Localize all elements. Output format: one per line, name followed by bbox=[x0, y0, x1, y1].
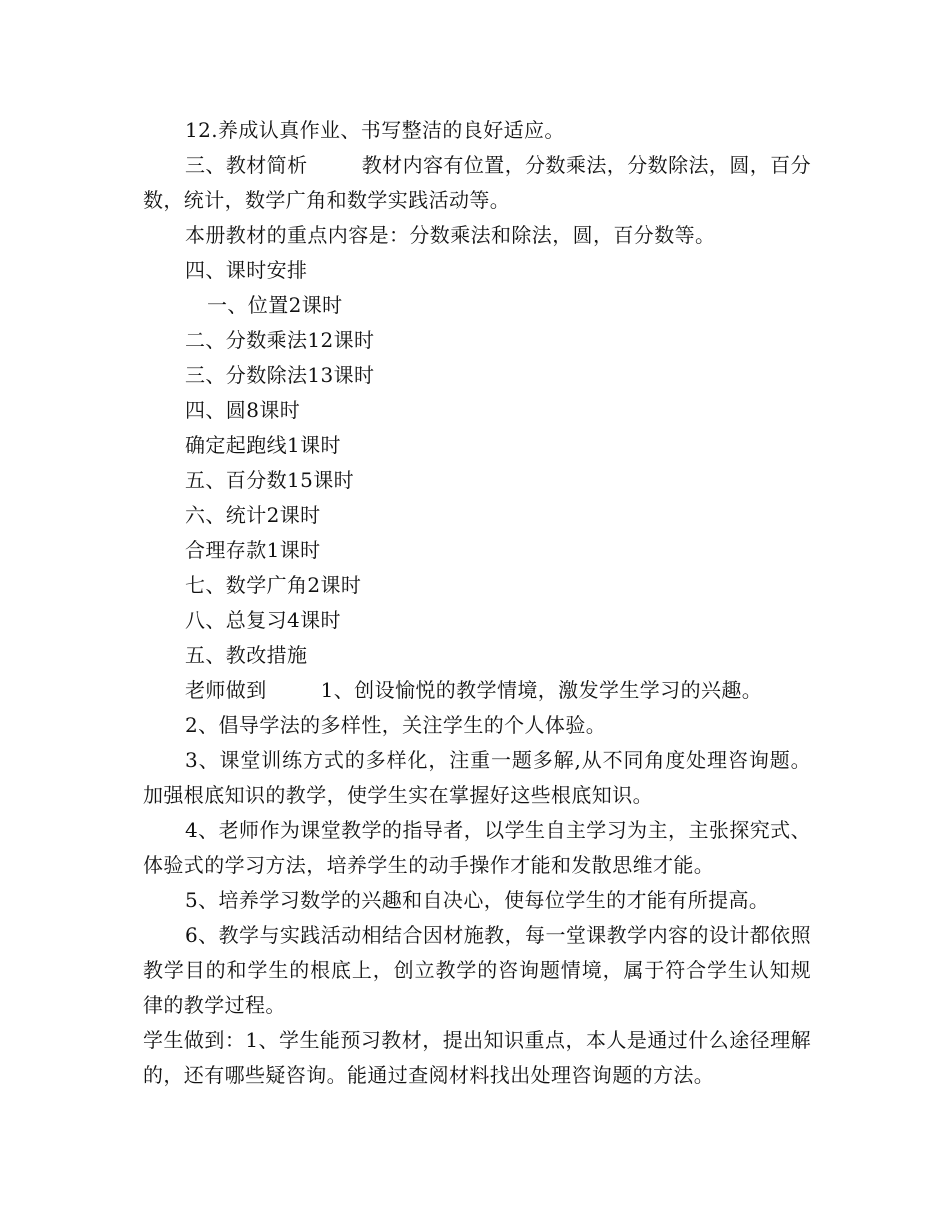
schedule-item-review: 八、总复习4课时 bbox=[185, 608, 341, 632]
paragraph-teacher-1: 老师做到 1、创设愉悦的教学情境，激发学生学习的兴趣。 bbox=[185, 678, 763, 702]
paragraph-key-content: 本册教材的重点内容是：分数乘法和除法，圆，百分数等。 bbox=[185, 223, 716, 247]
heading-reform-measures: 五、教改措施 bbox=[185, 643, 308, 667]
paragraph-habit: 12.养成认真作业、书写整洁的良好适应。 bbox=[185, 118, 565, 142]
paragraph-teacher-6: 6、教学与实践活动相结合因材施教，每一堂课教学内容的设计都依照教学目的和学生的根底上，创立教学的咨询题情境，属于符合学生认知规律的教学过程。 bbox=[143, 923, 811, 1017]
schedule-item-percentage: 五、百分数15课时 bbox=[185, 468, 355, 492]
paragraph-teacher-5: 5、培养学习数学的兴趣和自决心，使每位学生的才能有所提高。 bbox=[185, 888, 770, 912]
paragraph-student-1: 学生做到：1、学生能预习教材，提出知识重点，本人是通过什么途径理解的，还有哪些疑咨询。能通过查阅材料找出处理咨询题的方法。 bbox=[143, 1028, 811, 1087]
heading-schedule: 四、课时安排 bbox=[185, 258, 308, 282]
schedule-item-circle: 四、圆8课时 bbox=[185, 398, 301, 422]
schedule-item-statistics: 六、统计2课时 bbox=[185, 503, 321, 527]
schedule-item-savings: 合理存款1课时 bbox=[185, 538, 321, 562]
schedule-item-math-wide-angle: 七、数学广角2课时 bbox=[185, 573, 362, 597]
schedule-item-starting-line: 确定起跑线1课时 bbox=[185, 433, 341, 457]
document-body bbox=[143, 113, 811, 1093]
schedule-item-position: 一、位置2课时 bbox=[207, 293, 343, 317]
paragraph-teacher-3: 3、课堂训练方式的多样化，注重一题多解,从不同角度处理咨询题。加强根底知识的教学，使学生实在掌握好这些根底知识。 bbox=[143, 748, 811, 807]
schedule-item-fraction-multiplication: 二、分数乘法12课时 bbox=[185, 328, 375, 352]
paragraph-teacher-4: 4、老师作为课堂教学的指导者，以学生自主学习为主，主张探究式、体验式的学习方法，培养学生的动手操作才能和发散思维才能。 bbox=[143, 818, 811, 877]
paragraph-textbook-analysis: 三、教材简析 教材内容有位置，分数乘法，分数除法，圆，百分数，统计，数学广角和数学实践活动等。 bbox=[143, 153, 811, 212]
paragraph-teacher-2: 2、倡导学法的多样性，关注学生的个人体验。 bbox=[185, 713, 607, 737]
schedule-item-fraction-division: 三、分数除法13课时 bbox=[185, 363, 375, 387]
